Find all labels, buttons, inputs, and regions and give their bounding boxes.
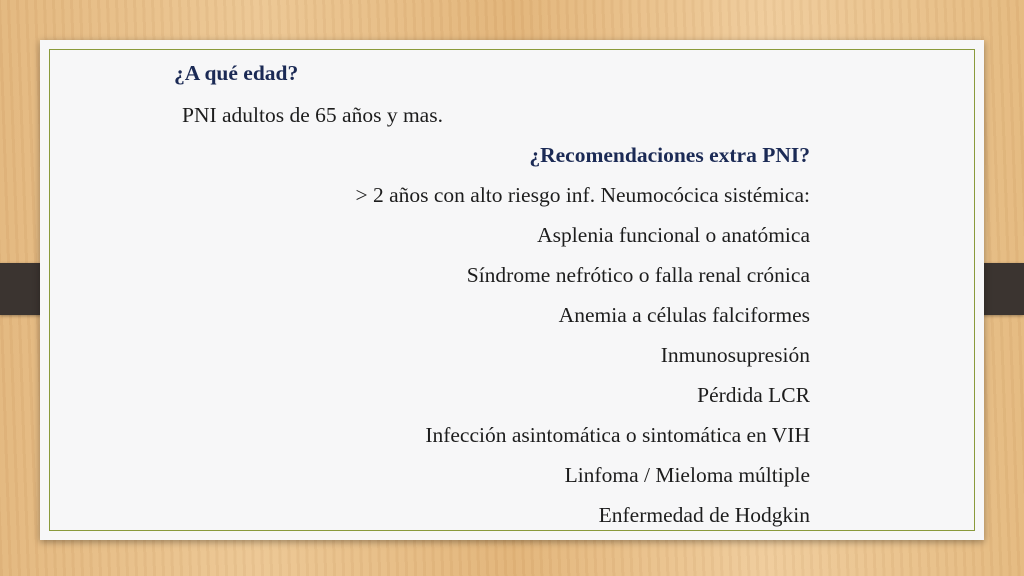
list-item-sickle-cell: Anemia a células falciformes [558,303,810,327]
extra-recommendations-heading: ¿Recomendaciones extra PNI? [529,143,810,167]
age-answer-text: PNI adultos de 65 años y mas. [182,103,443,127]
list-item-asplenia: Asplenia funcional o anatómica [537,223,810,247]
list-item-hiv: Infección asintomática o sintomática en VIH [425,423,810,447]
list-item-nephrotic: Síndrome nefrótico o falla renal crónica [466,263,810,287]
list-item-immunosuppression: Inmunosupresión [660,343,810,367]
list-item-lymphoma-myeloma: Linfoma / Mieloma múltiple [564,463,810,487]
question-age-heading: ¿A qué edad? [174,61,299,85]
risk-criteria-text: > 2 años con alto riesgo inf. Neumocócica sistémica: [355,183,810,207]
list-item-csf-leak: Pérdida LCR [697,383,810,407]
list-item-hodgkin: Enfermedad de Hodgkin [598,503,810,527]
slide-card [40,40,984,540]
